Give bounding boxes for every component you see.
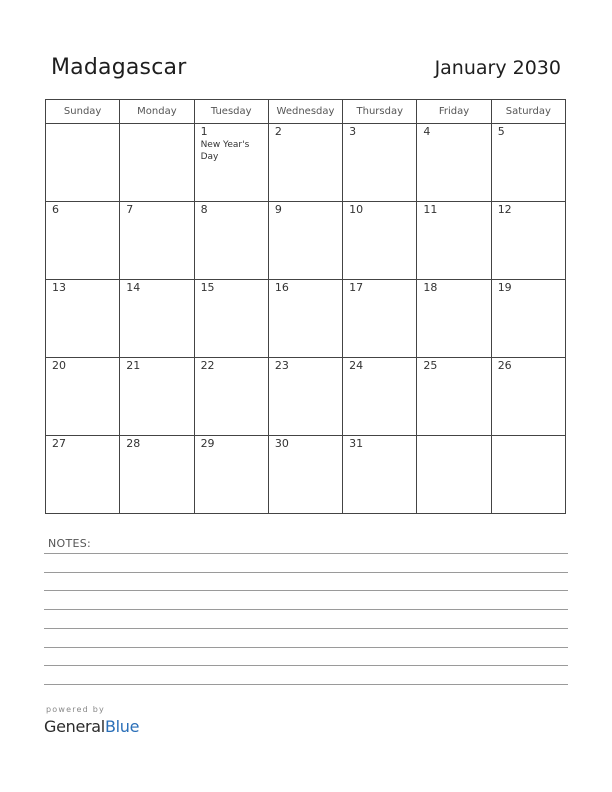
- day-number: 8: [200, 203, 208, 216]
- day-cell: [120, 202, 194, 280]
- week-row-1: [46, 124, 566, 202]
- country-title: Madagascar: [51, 55, 187, 80]
- day-cell: [417, 202, 491, 280]
- day-cell: [343, 202, 417, 280]
- day-number: 26: [497, 359, 512, 372]
- day-number: 16: [274, 281, 289, 294]
- day-number: 22: [200, 359, 215, 372]
- note-line: [44, 628, 568, 629]
- day-cell: [491, 436, 565, 514]
- weekday-thursday: Thursday: [343, 100, 417, 124]
- day-cell: [491, 280, 565, 358]
- day-number: 31: [349, 437, 364, 450]
- day-cell: [343, 358, 417, 436]
- day-number: 5: [497, 125, 505, 138]
- day-cell: [46, 436, 120, 514]
- day-cell: [268, 202, 342, 280]
- day-number: [46, 124, 119, 125]
- day-number: 4: [423, 125, 431, 138]
- day-number: [417, 436, 490, 437]
- day-number: 7: [126, 203, 134, 216]
- day-cell: [46, 280, 120, 358]
- note-line: [44, 553, 568, 554]
- day-cell: [343, 436, 417, 514]
- day-number: 14: [126, 281, 141, 294]
- day-cell: [417, 124, 491, 202]
- day-number: 21: [126, 359, 141, 372]
- day-number: 12: [497, 203, 512, 216]
- weekday-saturday: Saturday: [491, 100, 565, 124]
- day-cell: [120, 358, 194, 436]
- day-number: 27: [52, 437, 66, 450]
- day-cell: [46, 202, 120, 280]
- day-cell: [268, 124, 342, 202]
- day-number: 17: [349, 281, 364, 294]
- week-row-3: [46, 280, 566, 358]
- day-cell: [120, 436, 194, 514]
- day-cell: [417, 358, 491, 436]
- brand-blue-text: Blue: [104, 717, 140, 736]
- note-line: [44, 684, 568, 685]
- day-cell: [194, 358, 268, 436]
- day-cell: [268, 436, 342, 514]
- day-cell: [46, 358, 120, 436]
- calendar-grid: [45, 99, 566, 514]
- holiday-label: New Year's Day: [200, 140, 250, 162]
- month-year-title: January 2030: [434, 57, 561, 79]
- powered-by-text: powered by: [46, 705, 105, 714]
- day-number: 28: [126, 437, 141, 450]
- day-cell: [268, 280, 342, 358]
- day-number: 20: [52, 359, 66, 372]
- day-cell: [417, 280, 491, 358]
- week-row-2: [46, 202, 566, 280]
- day-number: 2: [274, 125, 282, 138]
- day-number: [120, 124, 193, 125]
- day-cell: [343, 124, 417, 202]
- day-number: 3: [349, 125, 357, 138]
- week-row-4: [46, 358, 566, 436]
- day-number: 9: [274, 203, 282, 216]
- day-cell: [417, 436, 491, 514]
- day-number: 13: [52, 281, 66, 294]
- day-number: 19: [497, 281, 512, 294]
- day-number: 23: [274, 359, 289, 372]
- weekday-monday: Monday: [120, 100, 194, 124]
- weekday-tuesday: Tuesday: [194, 100, 268, 124]
- day-cell: [491, 124, 565, 202]
- day-number: 24: [349, 359, 364, 372]
- day-number: 10: [349, 203, 364, 216]
- note-line: [44, 572, 568, 573]
- day-cell: [268, 358, 342, 436]
- day-cell: [194, 436, 268, 514]
- day-cell: [120, 280, 194, 358]
- day-number: 6: [52, 203, 59, 216]
- notes-label: NOTES:: [48, 537, 92, 550]
- day-number: 11: [423, 203, 438, 216]
- day-cell: [491, 202, 565, 280]
- day-number: 30: [274, 437, 289, 450]
- day-cell: [491, 358, 565, 436]
- week-row-5: [46, 436, 566, 514]
- weekday-friday: Friday: [417, 100, 491, 124]
- brand-general-text: General: [44, 717, 105, 736]
- weekday-header-row: [46, 100, 566, 124]
- note-line: [44, 609, 568, 610]
- day-number: 18: [423, 281, 438, 294]
- weekday-sunday: Sunday: [46, 100, 120, 124]
- weekday-wednesday: Wednesday: [268, 100, 342, 124]
- note-line: [44, 647, 568, 648]
- day-cell: [194, 280, 268, 358]
- day-number: 29: [200, 437, 215, 450]
- day-cell: [194, 124, 268, 202]
- note-line: [44, 590, 568, 591]
- day-number: [492, 436, 565, 437]
- day-number: 15: [200, 281, 215, 294]
- day-cell: [120, 124, 194, 202]
- day-number: 25: [423, 359, 438, 372]
- day-cell: [343, 280, 417, 358]
- note-line: [44, 665, 568, 666]
- day-cell: [46, 124, 120, 202]
- generalblue-logo[interactable]: [44, 717, 139, 736]
- day-number: 1: [200, 125, 208, 138]
- day-cell: [194, 202, 268, 280]
